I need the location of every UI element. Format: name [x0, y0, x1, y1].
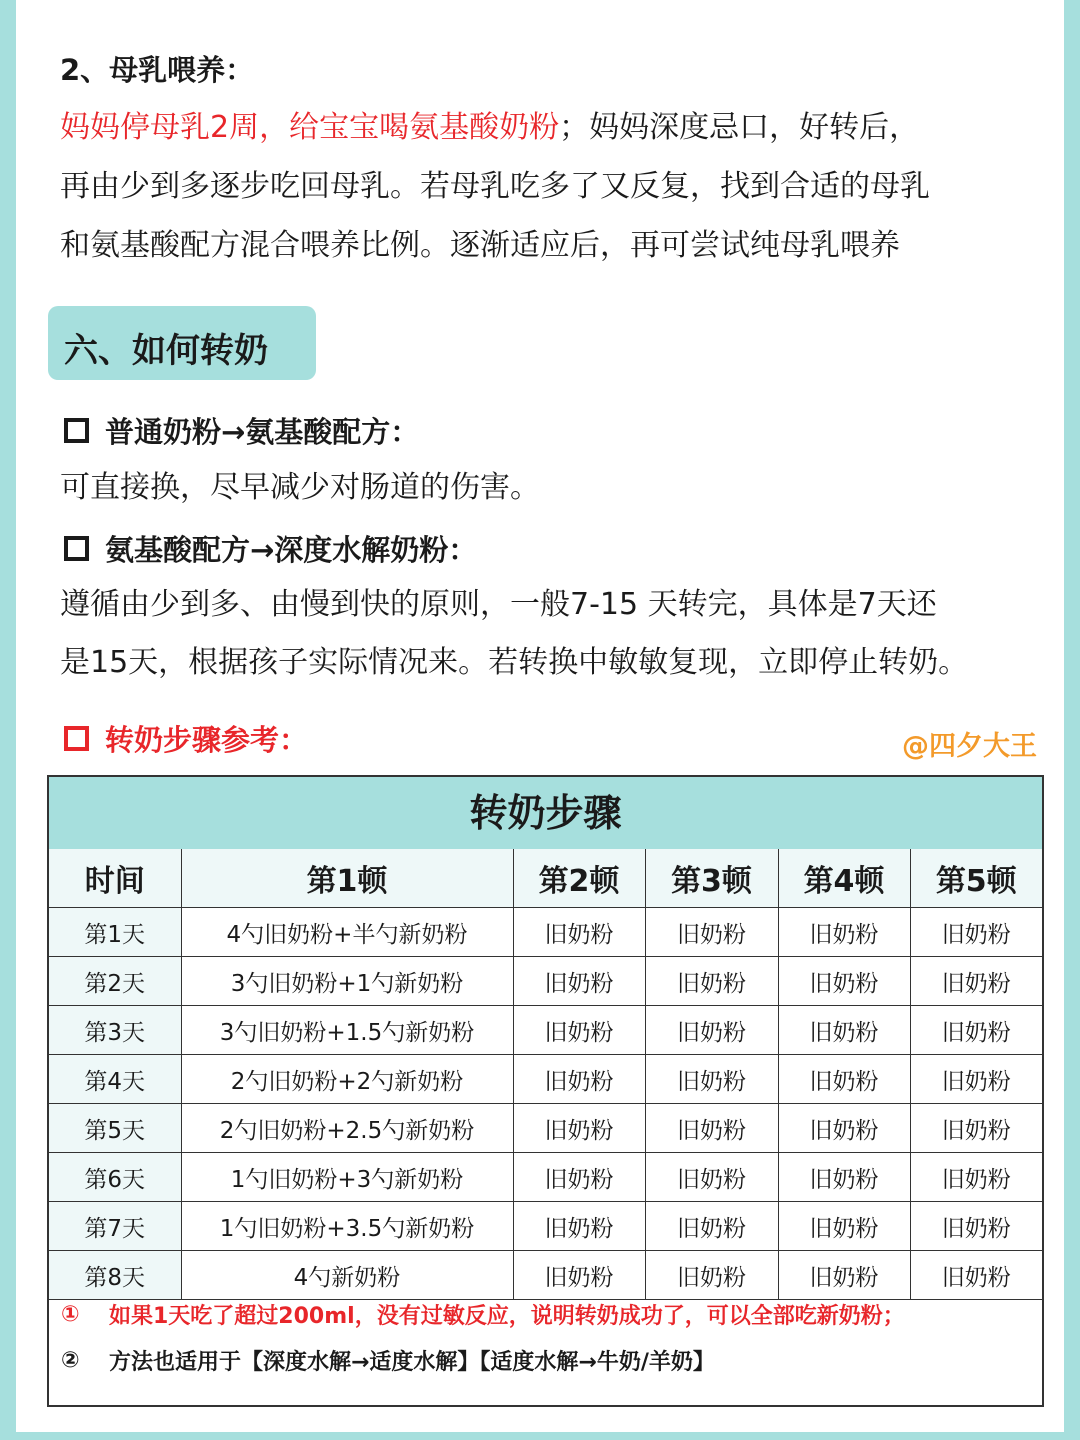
table-grid [49, 849, 1042, 1300]
meal-cell: 2勺旧奶粉+2.5勺新奶粉 [181, 1104, 513, 1153]
table-note-2 [61, 1345, 715, 1376]
meal-cell: 旧奶粉 [513, 1006, 645, 1055]
feeding-line-2: 再由少到多逐步吃回母乳。若母乳吃多了又反复，找到合适的母乳 [60, 169, 930, 204]
meal-cell: 旧奶粉 [778, 1055, 910, 1104]
meal-cell: 旧奶粉 [645, 1251, 778, 1300]
circled-number-1: ① [61, 1302, 80, 1327]
meal-cell: 旧奶粉 [513, 1202, 645, 1251]
header-time: 时间 [49, 849, 181, 908]
circled-number-2: ② [61, 1348, 80, 1373]
meal-cell: 1勺旧奶粉+3勺新奶粉 [181, 1153, 513, 1202]
meal-cell: 旧奶粉 [778, 1006, 910, 1055]
meal-cell: 旧奶粉 [513, 908, 645, 957]
day-cell: 第8天 [49, 1251, 181, 1300]
switch-amino-to-hydrolyzed-heading [64, 528, 477, 569]
meal-cell: 旧奶粉 [645, 1153, 778, 1202]
heading-text: 普通奶粉→氨基酸配方： [105, 415, 420, 449]
meal-cell: 旧奶粉 [645, 1006, 778, 1055]
meal-cell: 2勺旧奶粉+2勺新奶粉 [181, 1055, 513, 1104]
meal-cell: 3勺旧奶粉+1.5勺新奶粉 [181, 1006, 513, 1055]
feeding-highlight: 妈妈停母乳2周，给宝宝喝氨基酸奶粉 [60, 110, 560, 145]
author-watermark: @四夕大王 [902, 731, 1037, 762]
meal-cell: 旧奶粉 [513, 1153, 645, 1202]
feeding-line-3: 和氨基酸配方混合喂养比例。逐渐适应后，再可尝试纯母乳喂养 [60, 228, 900, 263]
day-cell: 第4天 [49, 1055, 181, 1104]
table-note-1 [61, 1299, 905, 1330]
meal-cell: 旧奶粉 [778, 1251, 910, 1300]
switch-amino-to-hydrolyzed-line-2: 是15天，根据孩子实际情况来。若转换中敏敏复现，立即停止转奶。 [60, 645, 969, 680]
formula-switch-table [47, 775, 1044, 1407]
meal-cell: 旧奶粉 [910, 1202, 1042, 1251]
meal-cell: 旧奶粉 [910, 1006, 1042, 1055]
meal-cell: 旧奶粉 [778, 1104, 910, 1153]
meal-cell: 旧奶粉 [513, 1055, 645, 1104]
meal-cell: 旧奶粉 [645, 1104, 778, 1153]
feeding-line-1 [60, 108, 919, 148]
section-heading-text: 六、如何转奶 [64, 331, 268, 371]
heading-text: 转奶步骤参考： [105, 723, 309, 757]
meal-cell: 旧奶粉 [778, 1153, 910, 1202]
note-text: 如果1天吃了超过200ml，没有过敏反应，说明转奶成功了，可以全部吃新奶粉； [109, 1304, 905, 1329]
feeding-subtitle: 2、母乳喂养： [60, 53, 255, 87]
meal-cell: 旧奶粉 [910, 957, 1042, 1006]
day-cell: 第7天 [49, 1202, 181, 1251]
header-meal-2: 第2顿 [513, 849, 645, 908]
day-cell: 第5天 [49, 1104, 181, 1153]
meal-cell: 3勺旧奶粉+1勺新奶粉 [181, 957, 513, 1006]
switch-regular-to-amino-text: 可直接换，尽早减少对肠道的伤害。 [60, 470, 540, 505]
section-heading [48, 306, 316, 380]
checkbox-square-icon [64, 726, 89, 751]
header-meal-5: 第5顿 [910, 849, 1042, 908]
header-meal-3: 第3顿 [645, 849, 778, 908]
table-title: 转奶步骤 [49, 777, 1042, 851]
checkbox-square-icon [64, 536, 89, 561]
heading-text: 氨基酸配方→深度水解奶粉： [105, 533, 478, 567]
day-cell: 第1天 [49, 908, 181, 957]
table-row [49, 1202, 1042, 1251]
meal-cell: 旧奶粉 [513, 1251, 645, 1300]
note-text: 方法也适用于【深度水解→适度水解】【适度水解→牛奶/羊奶】 [109, 1350, 715, 1375]
switch-amino-to-hydrolyzed-line-1: 遵循由少到多、由慢到快的原则，一般7-15 天转完，具体是7天还 [60, 587, 937, 622]
meal-cell: 旧奶粉 [645, 1202, 778, 1251]
meal-cell: 旧奶粉 [645, 1055, 778, 1104]
meal-cell: 旧奶粉 [645, 908, 778, 957]
document-page [16, 0, 1064, 1432]
meal-cell: 旧奶粉 [513, 957, 645, 1006]
meal-cell: 4勺新奶粉 [181, 1251, 513, 1300]
table-row [49, 1104, 1042, 1153]
header-meal-1: 第1顿 [181, 849, 513, 908]
meal-cell: 旧奶粉 [910, 1104, 1042, 1153]
header-meal-4: 第4顿 [778, 849, 910, 908]
day-cell: 第3天 [49, 1006, 181, 1055]
table-row [49, 957, 1042, 1006]
day-cell: 第2天 [49, 957, 181, 1006]
steps-reference-heading [64, 718, 308, 759]
meal-cell: 旧奶粉 [910, 1251, 1042, 1300]
table-row [49, 908, 1042, 957]
meal-cell: 4勺旧奶粉+半勺新奶粉 [181, 908, 513, 957]
meal-cell: 旧奶粉 [645, 957, 778, 1006]
table-row [49, 1153, 1042, 1202]
table-row [49, 1055, 1042, 1104]
meal-cell: 旧奶粉 [910, 908, 1042, 957]
meal-cell: 1勺旧奶粉+3.5勺新奶粉 [181, 1202, 513, 1251]
meal-cell: 旧奶粉 [910, 1153, 1042, 1202]
meal-cell: 旧奶粉 [778, 957, 910, 1006]
table-row [49, 1006, 1042, 1055]
feeding-line-1-rest: ；妈妈深度忌口，好转后， [559, 110, 920, 145]
checkbox-square-icon [64, 418, 89, 443]
switch-regular-to-amino-heading [64, 410, 419, 451]
day-cell: 第6天 [49, 1153, 181, 1202]
meal-cell: 旧奶粉 [513, 1104, 645, 1153]
table-header-row [49, 849, 1042, 908]
table-row [49, 1251, 1042, 1300]
meal-cell: 旧奶粉 [910, 1055, 1042, 1104]
meal-cell: 旧奶粉 [778, 908, 910, 957]
meal-cell: 旧奶粉 [778, 1202, 910, 1251]
